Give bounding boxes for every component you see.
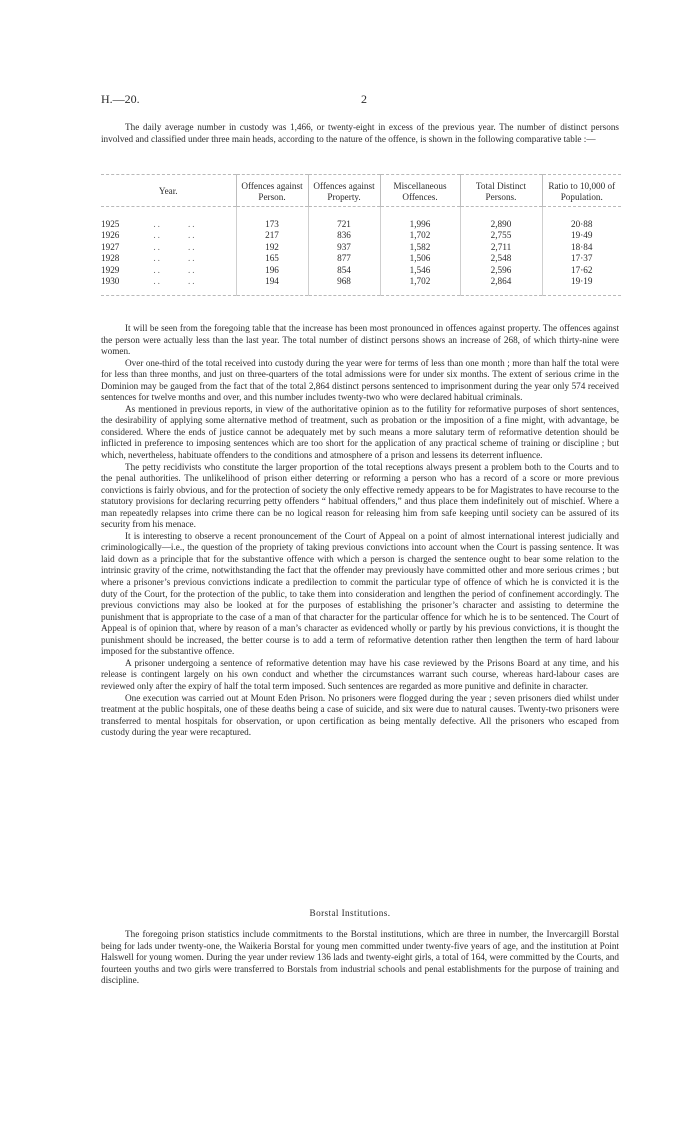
leader-dots: .. [153, 253, 162, 264]
table-spacer-row [101, 207, 621, 220]
ratio-cell: 17·62 [542, 265, 621, 276]
property-cell: 854 [308, 265, 380, 276]
leader-dots: .. [187, 230, 197, 241]
intro-paragraph: The daily average number in custody was 1,466, or twenty-eight in excess of the previous year. The number of distinct persons involved and classified under three main heads, according to the nature of the offence, is shown in the following comparative table :— [101, 122, 619, 144]
body-paragraph: It is interesting to observe a recent pronouncement of the Court of Appeal on a point of almost international interest judicially and criminologically—i.e., the question of the propriety of taking previous convictions into account when the Court is passing sentence. It was laid down as a principle that for the substantive offence with which a person is charged the sentence ought to bear some relation to the intrinsic gravity of the crime, notwithstanding the fact that the offender may previously have committed other and more serious crimes ; but where a prisoner’s previous convictions indicate a predilection to commit the particular type of offence of which he is convicted it is the duty of the Court, for the protection of the public, to take them into consideration and lengthen the period of confinement accordingly. The previous convictions may also be looked at for the purposes of establishing the prisoner’s character and assisting to determine the punishment that is appropriate to the case of a man of that character for the particular offence for which he is to be sentenced. The Court of Appeal is of opinion that, where by reason of a man’s character as evidenced wholly or partly by his previous convictions, it is thought the punishment should be increased, the better course is to add a term of reformative detention rather then lengthen the term of hard labour imposed for the substantive offence. [101, 530, 619, 657]
total-cell: 2,890 [460, 219, 542, 230]
leader-dots: .. [153, 230, 162, 241]
ratio-cell: 17·37 [542, 253, 621, 264]
page-number: 2 [361, 92, 367, 106]
ratio-cell: 19·19 [542, 276, 621, 296]
body-paragraph: One execution was carried out at Mount Eden Prison. No prisoners were flogged during the year ; seven prisoners died whilst under treatment at the public hospitals, one of these deaths being a case of suicide, and six were due to natural causes. Twenty-two prisoners were transferred to mental hospitals for observation, or upon certification as being mentally defective. All the prisoners who escaped from custody during the year were recaptured. [101, 692, 619, 738]
column-header-offences-person: Offences against Person. [236, 175, 308, 207]
table-row [101, 253, 621, 264]
leader-dots: .. [153, 219, 162, 229]
table-row [101, 219, 621, 230]
leader-dots: .. [187, 241, 197, 252]
total-cell: 2,548 [460, 253, 542, 264]
total-cell: 2,864 [460, 276, 542, 296]
misc-cell: 1,506 [380, 253, 460, 264]
total-cell: 2,755 [460, 230, 542, 241]
person-cell: 173 [236, 219, 308, 230]
table-row [101, 276, 621, 296]
body-paragraph: A prisoner undergoing a sentence of reformative detention may have his case reviewed by the Prisons Board at any time, and his release is contingent largely on his own conduct and whether the circumstances warrant such course, whereas hard-labour cases are reviewed only after the expiry of half the total term imposed. Such sentences are regarded as more punitive and definite in character. [101, 657, 619, 691]
leader-dots: .. [153, 241, 162, 252]
year-cell: 1925 [101, 219, 120, 229]
column-header-total-persons: Total Distinct Persons. [460, 175, 542, 207]
total-cell: 2,711 [460, 242, 542, 253]
ratio-cell: 20·88 [542, 219, 621, 230]
leader-dots: .. [187, 276, 197, 287]
person-cell: 194 [236, 276, 308, 296]
property-cell: 937 [308, 242, 380, 253]
year-cell: 1927 [101, 241, 120, 252]
property-cell: 968 [308, 276, 380, 296]
document-reference: H.—20. [101, 92, 140, 106]
misc-cell: 1,996 [380, 219, 460, 230]
body-paragraph: As mentioned in previous reports, in view of the authoritative opinion as to the futility for reformative purposes of short sentences, the desirability of applying some alternative method of treatment, such as probation or the imposition of a fine might, with advantage, be considered. Where the ends of justice cannot be adequately met by such means a more salutary term of reformative detention should be inflicted in preference to imposing sentences which are too short for the application of any practical scheme of training or discipline ; but which, nevertheless, habituate offenders to the conditions and atmosphere of a prison and lessens its deterrent influence. [101, 403, 619, 461]
year-cell: 1930 [101, 276, 120, 287]
person-cell: 196 [236, 265, 308, 276]
table-header-row [101, 175, 621, 207]
misc-cell: 1,702 [380, 230, 460, 241]
section-heading: Borstal Institutions. [309, 908, 391, 918]
body-paragraph: It will be seen from the foregoing table that the increase has been most pronounced in offences against property. The offences against the person were actually less than the last year. The total number of distinct persons shows an increase of 268, of which thirty-nine were women. [101, 323, 619, 357]
person-cell: 165 [236, 253, 308, 264]
table-row [101, 265, 621, 276]
ratio-cell: 18·84 [542, 242, 621, 253]
leader-dots: .. [187, 264, 197, 275]
year-cell: 1928 [101, 253, 120, 264]
property-cell: 721 [308, 219, 380, 230]
column-header-year: Year. [101, 175, 236, 207]
offences-comparative-table [101, 174, 621, 296]
leader-dots: .. [153, 264, 162, 275]
property-cell: 836 [308, 230, 380, 241]
leader-dots: .. [187, 219, 197, 229]
column-header-offences-property: Offences against Property. [308, 175, 380, 207]
property-cell: 877 [308, 253, 380, 264]
page-header [101, 92, 621, 108]
ratio-cell: 19·49 [542, 230, 621, 241]
table-row [101, 242, 621, 253]
leader-dots: .. [187, 253, 197, 264]
person-cell: 217 [236, 230, 308, 241]
body-paragraph: Over one-third of the total received into custody during the year were for terms of less than one month ; more than half the total were for less than three months, and just on three-quarters of the total admissions were for under six months. The extent of serious crime in the Dominion may be gauged from the fact that of the total 2,864 distinct persons sentenced to imprisonment during the year only 574 received sentences for twelve months and over, and this number includes twenty-two who were declared habitual criminals. [101, 357, 619, 403]
table-row [101, 230, 621, 241]
body-text [101, 323, 619, 739]
body-paragraph: The petty recidivists who constitute the larger proportion of the total receptions always present a problem both to the Courts and to the penal authorities. The unlikelihood of prison either deterring or reforming a person who has a record of a score or more previous convictions is fairly obvious, and for the protection of society the only effective remedy appears to be for Magistrates to have recourse to the statutory provisions for declaring recurring petty offenders “ habitual offenders,” and thus place them indefinitely out of mischief. Where a man repeatedly relapses into crime there can be no logical reason for releasing him from safe keeping until society can be assured of its security from his menace. [101, 461, 619, 530]
leader-dots: .. [153, 276, 162, 287]
total-cell: 2,596 [460, 265, 542, 276]
misc-cell: 1,582 [380, 242, 460, 253]
person-cell: 192 [236, 242, 308, 253]
borstal-paragraph: The foregoing prison statistics include commitments to the Borstal institutions, which are three in number, the Invercargill Borstal being for lads under twenty-one, the Waikeria Borstal for young men committed under twenty-five years of age, and the institution at Point Halswell for young women. During the year under review 136 lads and twenty-eight girls, a total of 164, were committed by the Courts, and fourteen youths and two girls were transferred to Borstals from industrial schools and penal establishments for the purpose of training and discipline. [101, 929, 619, 986]
column-header-ratio: Ratio to 10,000 of Population. [542, 175, 621, 207]
column-header-miscellaneous: Miscellaneous Offences. [380, 175, 460, 207]
misc-cell: 1,546 [380, 265, 460, 276]
misc-cell: 1,702 [380, 276, 460, 296]
year-cell: 1929 [101, 264, 120, 275]
year-cell: 1926 [101, 230, 120, 241]
